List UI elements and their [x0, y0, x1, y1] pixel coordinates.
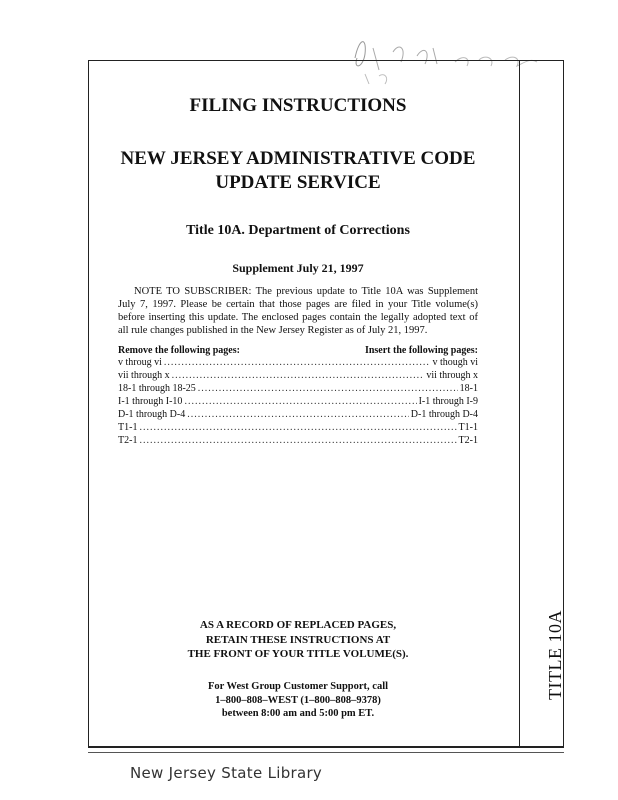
table-row [118, 421, 478, 434]
table-row [118, 356, 478, 369]
dot-leader [198, 382, 458, 395]
record-line-3: THE FRONT OF YOUR TITLE VOLUME(S). [187, 648, 409, 660]
insert-pages: I-1 through I-9 [418, 396, 478, 407]
record-instructions [118, 618, 478, 662]
title-line: Title 10A. Department of Corrections [186, 223, 410, 238]
supplement-date: Supplement July 21, 1997 [232, 261, 364, 275]
remove-header: Remove the following pages: [118, 345, 240, 356]
dot-leader [164, 356, 431, 369]
dot-leader [139, 434, 456, 447]
table-row [118, 434, 478, 447]
table-row [118, 369, 478, 382]
support-phone: 1–800–808–WEST (1–800–808–9378) [215, 694, 381, 706]
insert-pages: v though vi [432, 357, 478, 368]
support-line-1: For West Group Customer Support, call [207, 681, 389, 692]
customer-support [118, 680, 478, 721]
remove-pages: v throug vi [118, 357, 162, 368]
support-hours: between 8:00 am and 5:00 pm ET. [221, 708, 375, 719]
remove-pages: T1-1 [118, 422, 138, 433]
dot-leader [139, 421, 456, 434]
tab-divider [519, 61, 520, 747]
main-content [118, 95, 478, 447]
table-header [118, 345, 478, 356]
pages-table [118, 356, 478, 447]
insert-pages: D-1 through D-4 [410, 409, 478, 420]
subscriber-note: NOTE TO SUBSCRIBER: The previous update to Title 10A was Supplement July 7, 1997. Please be certain that those pages are filed in your Title volume(s) before inserting this update. The enclosed pages contain the legally adopted text of all rule changes published in the New Jersey Register as of July 21, 1997. [118, 286, 478, 336]
table-row [118, 408, 478, 421]
table-row [118, 382, 478, 395]
dot-leader [172, 369, 425, 382]
remove-pages: T2-1 [118, 435, 138, 446]
subtitle-line-2: UPDATE SERVICE [215, 172, 381, 193]
insert-pages: vii through x [426, 370, 478, 381]
subtitle-line-1: NEW JERSEY ADMINISTRATIVE CODE [120, 148, 476, 169]
record-line-2: RETAIN THESE INSTRUCTIONS AT [205, 633, 391, 646]
remove-pages: 18-1 through 18-25 [118, 383, 196, 394]
table-row [118, 395, 478, 408]
dot-leader [187, 408, 409, 421]
insert-header: Insert the following pages: [364, 345, 478, 356]
insert-pages: 18-1 [459, 383, 478, 394]
remove-pages: I-1 through I-10 [118, 396, 183, 407]
dot-leader [184, 395, 416, 408]
library-stamp: New Jersey State Library [130, 764, 323, 782]
remove-pages: vii through x [118, 370, 170, 381]
remove-pages: D-1 through D-4 [118, 409, 186, 420]
insert-pages: T1-1 [458, 422, 478, 433]
tab-label: TITLE 10A [545, 610, 565, 700]
bottom-rule [88, 752, 564, 753]
document-title: FILING INSTRUCTIONS [189, 95, 407, 116]
insert-pages: T2-1 [458, 435, 478, 446]
record-line-1: AS A RECORD OF REPLACED PAGES, [199, 619, 397, 631]
